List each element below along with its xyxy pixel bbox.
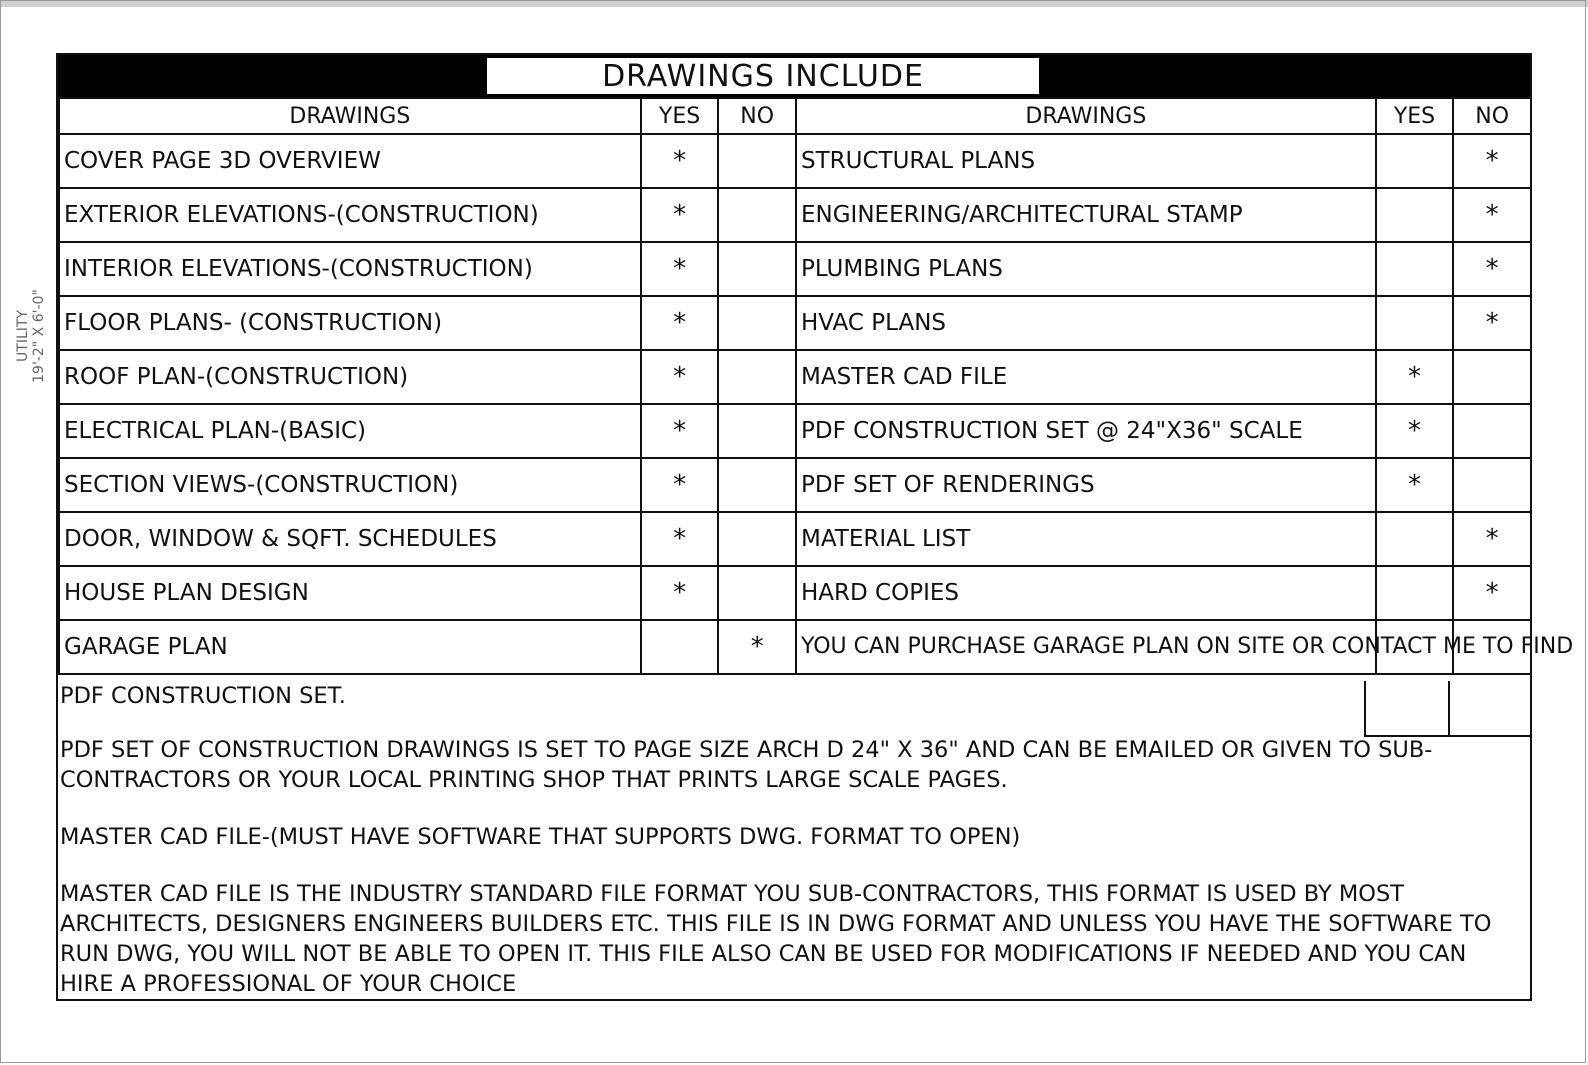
left-no-mark xyxy=(718,404,796,458)
page-title: DRAWINGS INCLUDE xyxy=(486,57,1040,95)
notes-section xyxy=(60,681,1524,1026)
right-no-mark: * xyxy=(1453,134,1531,188)
right-yes-mark: * xyxy=(1376,350,1454,404)
right-no-mark xyxy=(1453,404,1531,458)
right-no-mark: * xyxy=(1453,512,1531,566)
drawings-sheet xyxy=(56,53,1574,1001)
table-row xyxy=(59,620,1531,674)
right-drawing-cell: MATERIAL LIST xyxy=(796,512,1376,566)
pdf-note-body: PDF SET OF CONSTRUCTION DRAWINGS IS SET TO PAGE SIZE ARCH D 24" X 36" AND CAN BE EMAILED OR GIVEN TO SUB-CONTRACTORS OR YOUR LOCAL PRINTING SHOP THAT PRINTS LARGE SCALE PAGES. xyxy=(60,737,1433,793)
header-drawings-right: DRAWINGS xyxy=(796,98,1376,134)
left-drawing-cell: GARAGE PLAN xyxy=(59,620,641,674)
right-drawing-cell: PDF CONSTRUCTION SET @ 24"X36" SCALE xyxy=(796,404,1376,458)
right-yes-mark xyxy=(1376,296,1454,350)
right-yes-mark xyxy=(1376,512,1454,566)
right-no-mark: * xyxy=(1453,296,1531,350)
left-yes-mark: * xyxy=(641,512,719,566)
left-yes-mark: * xyxy=(641,458,719,512)
table-row xyxy=(59,350,1531,404)
header-no-right: NO xyxy=(1453,98,1531,134)
table-row xyxy=(59,188,1531,242)
right-yes-mark: * xyxy=(1376,404,1454,458)
right-drawing-cell: PLUMBING PLANS xyxy=(796,242,1376,296)
right-drawing-cell: MASTER CAD FILE xyxy=(796,350,1376,404)
left-drawing-cell: INTERIOR ELEVATIONS-(CONSTRUCTION) xyxy=(59,242,641,296)
left-no-mark xyxy=(718,188,796,242)
left-drawing-cell: HOUSE PLAN DESIGN xyxy=(59,566,641,620)
left-no-mark xyxy=(718,566,796,620)
right-drawing-cell: HVAC PLANS xyxy=(796,296,1376,350)
table-row xyxy=(59,296,1531,350)
drawings-table xyxy=(58,97,1574,675)
left-drawing-cell: COVER PAGE 3D OVERVIEW xyxy=(59,134,641,188)
left-drawing-cell: FLOOR PLANS- (CONSTRUCTION) xyxy=(59,296,641,350)
right-yes-mark xyxy=(1376,566,1454,620)
header-row xyxy=(59,98,1531,134)
left-no-mark: * xyxy=(718,620,796,674)
left-no-mark xyxy=(718,350,796,404)
pdf-note-heading: PDF CONSTRUCTION SET. xyxy=(60,683,346,709)
table-row xyxy=(59,134,1531,188)
left-no-mark xyxy=(718,458,796,512)
title-bar xyxy=(58,55,1530,97)
left-yes-mark: * xyxy=(641,296,719,350)
right-drawing-cell: STRUCTURAL PLANS xyxy=(796,134,1376,188)
header-yes-right: YES xyxy=(1376,98,1454,134)
table-row xyxy=(59,242,1531,296)
left-no-mark xyxy=(718,512,796,566)
right-no-mark xyxy=(1453,458,1531,512)
side-note-line2: 19'-2" X 6'-0" xyxy=(31,289,47,383)
table-row xyxy=(59,512,1531,566)
table-row xyxy=(59,404,1531,458)
left-yes-mark: * xyxy=(641,242,719,296)
left-drawing-cell: DOOR, WINDOW & SQFT. SCHEDULES xyxy=(59,512,641,566)
right-drawing-cell: ENGINEERING/ARCHITECTURAL STAMP xyxy=(796,188,1376,242)
right-yes-mark xyxy=(1376,134,1454,188)
left-drawing-cell: EXTERIOR ELEVATIONS-(CONSTRUCTION) xyxy=(59,188,641,242)
right-no-mark: * xyxy=(1453,242,1531,296)
right-no-mark: * xyxy=(1453,188,1531,242)
cad-note-body: MASTER CAD FILE IS THE INDUSTRY STANDARD FILE FORMAT YOU SUB-CONTRACTORS, THIS FORMAT IS USED BY MOST ARCHITECTS, DESIGNERS ENGINEERS BUILDERS ETC. THIS FILE IS IN DWG FORMAT AND UNLESS YOU HAVE THE SOFTWARE TO RUN DWG, YOU WILL NOT BE ABLE TO OPEN IT. THIS FILE ALSO CAN BE USED FOR MODIFICATIONS IF NEEDED AND YOU CAN HIRE A PROFESSIONAL OF YOUR CHOICE xyxy=(60,881,1492,997)
right-yes-mark xyxy=(1376,188,1454,242)
left-no-mark xyxy=(718,242,796,296)
left-drawing-cell: ROOF PLAN-(CONSTRUCTION) xyxy=(59,350,641,404)
right-drawing-cell: PDF SET OF RENDERINGS xyxy=(796,458,1376,512)
left-yes-mark: * xyxy=(641,188,719,242)
left-yes-mark: * xyxy=(641,134,719,188)
side-note xyxy=(15,281,47,391)
left-drawing-cell: SECTION VIEWS-(CONSTRUCTION) xyxy=(59,458,641,512)
right-drawing-cell: HARD COPIES xyxy=(796,566,1376,620)
left-no-mark xyxy=(718,134,796,188)
table-row xyxy=(59,566,1531,620)
right-yes-mark xyxy=(1376,242,1454,296)
left-drawing-cell: ELECTRICAL PLAN-(BASIC) xyxy=(59,404,641,458)
right-no-mark: * xyxy=(1453,566,1531,620)
side-note-line1: UTILITY xyxy=(15,310,31,362)
left-yes-mark: * xyxy=(641,404,719,458)
header-no-left: NO xyxy=(718,98,796,134)
right-drawing-cell: YOU CAN PURCHASE GARAGE PLAN ON SITE OR CONTACT ME TO FIND xyxy=(796,620,1376,674)
left-yes-mark: * xyxy=(641,350,719,404)
right-no-mark xyxy=(1453,350,1531,404)
header-drawings-left: DRAWINGS xyxy=(59,98,641,134)
left-yes-mark: * xyxy=(641,566,719,620)
header-yes-left: YES xyxy=(641,98,719,134)
left-yes-mark xyxy=(641,620,719,674)
left-no-mark xyxy=(718,296,796,350)
cad-note-heading: MASTER CAD FILE-(MUST HAVE SOFTWARE THAT SUPPORTS DWG. FORMAT TO OPEN) xyxy=(60,824,1021,850)
right-yes-mark: * xyxy=(1376,458,1454,512)
table-row xyxy=(59,458,1531,512)
